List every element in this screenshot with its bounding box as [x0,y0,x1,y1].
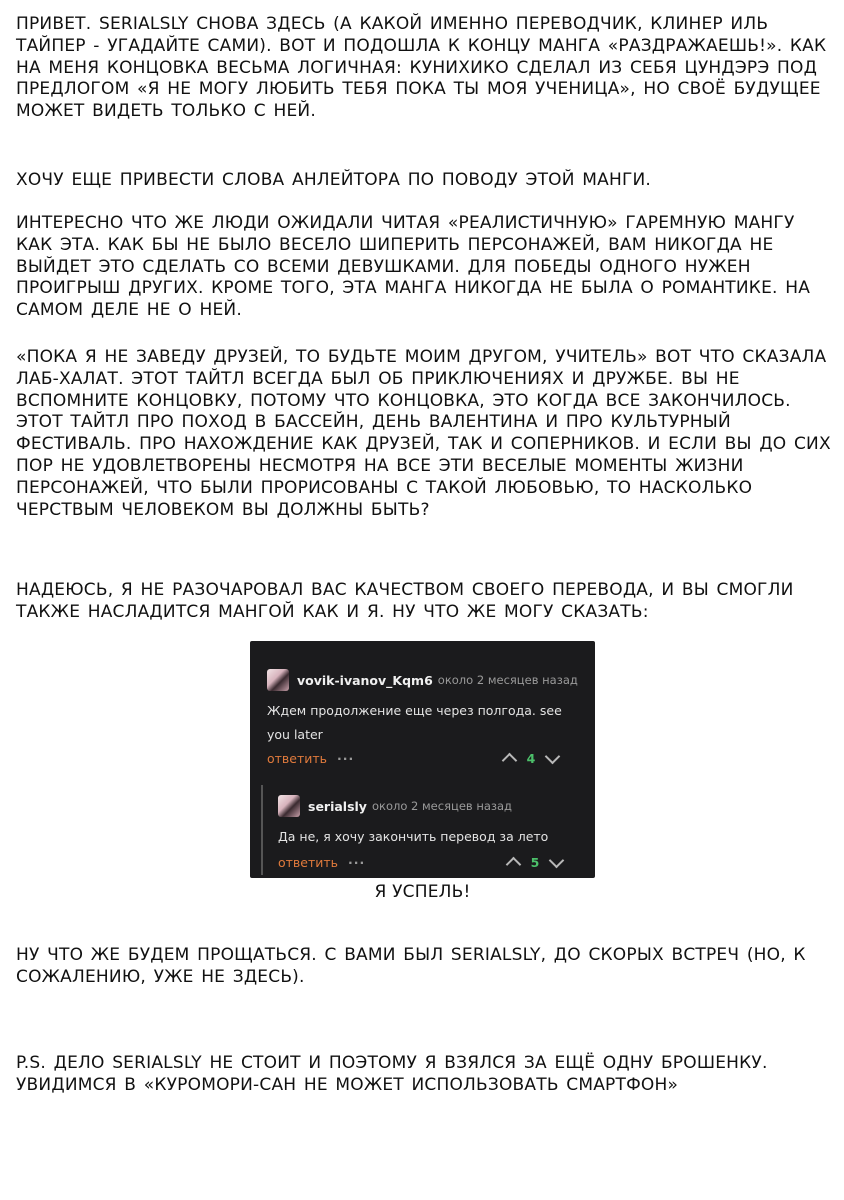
quote-intro-paragraph: ХОЧУ ЕЩЕ ПРИВЕСТИ СЛОВА АНЛЕЙТОРА ПО ПОВОДУ ЭТОЙ МАНГИ. [16,170,652,190]
quote-paragraph-2: «ПОКА Я НЕ ЗАВЕДУ ДРУЗЕЙ, ТО БУДЬТЕ МОИМ ДРУГОМ, УЧИТЕЛЬ» ВОТ ЧТО СКАЗАЛА ЛАБ-ХАЛАТ. ЭТОТ ТАЙТЛ ВСЕГДА БЫЛ ОБ ПРИКЛЮЧЕНИЯХ И ДРУЖБЕ. ВЫ НЕ ВСПОМНИТЕ КОНЦОВКУ, ПОТОМУ ЧТО КОНЦОВКА, ЭТО КОГДА ВСЕ ЗАКОНЧИЛОСЬ. ЭТОТ ТАЙТЛ ПРО ПОХОД В БАССЕЙН, ДЕНЬ ВАЛЕНТИНА И ПРО КУЛЬТУРНЫЙ ФЕСТИВАЛЬ. ПРО НАХОЖДЕНИЕ КАК ДРУЗЕЙ, ТАК И СОПЕРНИКОВ. И ЕСЛИ ВЫ ДО СИХ ПОР НЕ УДОВЛЕТВОРЕНЫ НЕСМОТРЯ НА ВСЕ ЭТИ ВЕСЕЛЫЕ МОМЕНТЫ ЖИЗНИ ПЕРСОНАЖЕЙ, ЧТО БЫЛИ ПРОРИСОВАНЫ С ТАКОЙ ЛЮБОВЬЮ, ТО НАСКОЛЬКО ЧЕРСТВЫМ ЧЕЛОВЕКОМ ВЫ ДОЛЖНЫ БЫТЬ? [16,347,831,520]
quote-paragraph-1: ИНТЕРЕСНО ЧТО ЖЕ ЛЮДИ ОЖИДАЛИ ЧИТАЯ «РЕАЛИСТИЧНУЮ» ГАРЕМНУЮ МАНГУ КАК ЭТА. КАК БЫ НЕ БЫЛО ВЕСЕЛО ШИПЕРИТЬ ПЕРСОНАЖЕЙ, ВАМ НИКОГДА НЕ ВЫЙДЕТ ЭТО СДЕЛАТЬ СО ВСЕМИ ДЕВУШКАМИ. ДЛЯ ПОБЕДЫ ОДНОГО НУЖЕН ПРОИГРЫШ ДРУГИХ. КРОМЕ ТОГО, ЭТА МАНГА НИКОГДА НЕ БЫЛА О РОМАНТИКЕ. НА САМОМ ДЕЛЕ НЕ О НЕЙ. [16,213,811,321]
more-options-icon[interactable]: ··· [337,751,355,766]
reply-score: 5 [530,855,540,870]
comment-header [267,669,578,691]
comment-text: Ждем продолжение еще через полгода. see you later [267,703,562,742]
reply-username[interactable]: serialsly [308,798,367,814]
reply-text: Да не, я хочу закончить перевод за лето [278,829,549,844]
goodbye-paragraph: НУ ЧТО ЖЕ БУДЕМ ПРОЩАТЬСЯ. С ВАМИ БЫЛ SERIALSLY, ДО СКОРЫХ ВСТРЕЧ (НО, К СОЖАЛЕНИЮ, УЖЕ НЕ ЗДЕСЬ). [16,945,806,987]
reply-header [278,795,512,817]
reply-button[interactable]: ответить [278,855,339,870]
downvote-chevron-icon[interactable] [549,852,565,868]
more-options-icon[interactable]: ··· [348,855,366,870]
reply-timestamp: около 2 месяцев назад [371,799,513,813]
comment-actions [267,751,354,766]
comment-score: 4 [526,751,536,766]
reply-actions [278,855,365,870]
downvote-chevron-icon[interactable] [545,748,561,764]
anime-avatar-icon[interactable] [267,669,289,691]
screenshot-caption: Я УСПЕЛЬ! [374,882,471,902]
comment-username[interactable]: vovik-ivanov_Kqm6 [297,672,433,688]
comment-thread-screenshot [250,641,595,878]
hope-paragraph: НАДЕЮСЬ, Я НЕ РАЗОЧАРОВАЛ ВАС КАЧЕСТВОМ СВОЕГО ПЕРЕВОДА, И ВЫ СМОГЛИ ТАКЖЕ НАСЛАДИТСЯ МАНГОЙ КАК И Я. НУ ЧТО ЖЕ МОГУ СКАЗАТЬ: [16,580,794,622]
comment-vote [504,751,558,766]
reply-indent-bar [261,785,263,875]
anime-avatar-icon[interactable] [278,795,300,817]
reply-button[interactable]: ответить [267,751,328,766]
comment-timestamp: около 2 месяцев назад [437,673,578,687]
reply-vote [508,855,562,870]
intro-paragraph: ПРИВЕТ. SERIALSLY СНОВА ЗДЕСЬ (А КАКОЙ ИМЕННО ПЕРЕВОДЧИК, КЛИНЕР ИЛЬ ТАЙПЕР - УГАДАЙТЕ САМИ). ВОТ И ПОДОШЛА К КОНЦУ МАНГА «РАЗДРАЖАЕШЬ!». КАК НА МЕНЯ КОНЦОВКА ВЕСЬМА ЛОГИЧНАЯ: КУНИХИКО СДЕЛАЛ ИЗ СЕБЯ ЦУНДЭРЭ ПОД ПРЕДЛОГОМ «Я НЕ МОГУ ЛЮБИТЬ ТЕБЯ ПОКА ТЫ МОЯ УЧЕНИЦА», НО СВОЁ БУДУЩЕЕ МОЖЕТ ВИДЕТЬ ТОЛЬКО С НЕЙ. [16,14,827,122]
ps-paragraph: P.S. ДЕЛО SERIALSLY НЕ СТОИТ И ПОЭТОМУ Я ВЗЯЛСЯ ЗА ЕЩЁ ОДНУ БРОШЕНКУ. УВИДИМСЯ В «КУРОМОРИ-САН НЕ МОЖЕТ ИСПОЛЬЗОВАТЬ СМАРТФОН» [16,1053,768,1095]
